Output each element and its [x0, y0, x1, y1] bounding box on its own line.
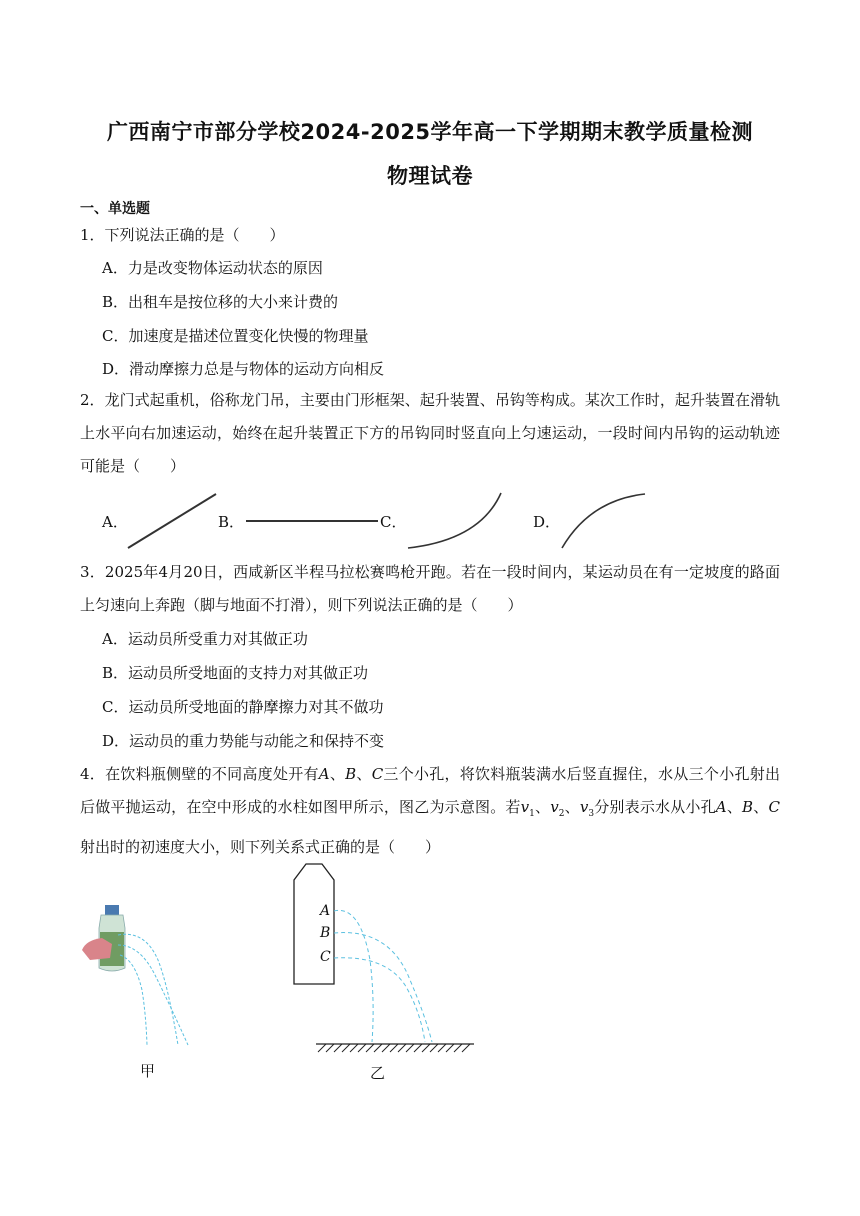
q4-stem: 4．在饮料瓶侧壁的不同高度处开有A、B、C三个小孔，将饮料瓶装满水后竖直握住，水从三个小孔射出后做平抛运动，在空中形成的水柱如图甲所示，图乙为示意图。若$v_1$、$v_2$、$v_3$分别表示水从小孔A、B、C射出时的初速度大小，则下列关系式正确的是（ ） [80, 765, 780, 856]
q3-option-d: D．运动员的重力势能与动能之和保持不变 [102, 732, 385, 750]
q4-figure-jia-label: 甲 [140, 1062, 156, 1080]
q4-hole-a-label: A [320, 903, 331, 919]
q4-figure-yi-label: 乙 [370, 1064, 386, 1082]
q3-option-a: A．运动员所受重力对其做正功 [102, 630, 308, 648]
q2-option-b-label: B． [218, 513, 245, 531]
q4-stream-c [334, 958, 425, 1042]
q3-stem: 3．2025年4月20日，西咸新区半程马拉松赛鸣枪开跑。若在一段时间内，某运动员在有一定坡度的路面上匀速向上奔跑（脚与地面不打滑），则下列说法正确的是（ ） [80, 563, 780, 614]
section-heading: 一、单选题 [80, 201, 150, 217]
q1-stem: 1．下列说法正确的是（ ） [80, 226, 285, 244]
q1-option-b: B．出租车是按位移的大小来计费的 [102, 293, 339, 311]
q4-hole-b-label: B [320, 925, 331, 941]
title-line-1: 广西南宁市部分学校2024-2025学年高一下学期期末教学质量检测 [106, 120, 754, 144]
q2-stem: 2．龙门式起重机，俗称龙门吊，主要由门形框架、起升装置、吊钩等构成。某次工作时，起升装置在滑轨上水平向右加速运动，始终在起升装置正下方的吊钩同时竖直向上匀速运动，一段时间内吊钩的运动轨迹可能是（ ） [80, 391, 780, 475]
q3-option-c: C．运动员所受地面的静摩擦力对其不做功 [102, 698, 384, 716]
q1-option-a: A．力是改变物体运动状态的原因 [102, 259, 323, 277]
q4-ground-hatch [318, 1044, 470, 1052]
q4-stream-a [334, 910, 373, 1042]
title-line-2: 物理试卷 [387, 164, 473, 188]
q2-option-d-label: D． [533, 513, 561, 531]
q1-option-c: C．加速度是描述位置变化快慢的物理量 [102, 327, 369, 345]
q2-option-a-label: A． [102, 513, 128, 531]
q3-option-b: B．运动员所受地面的支持力对其做正功 [102, 664, 369, 682]
q1-option-d: D．滑动摩擦力总是与物体的运动方向相反 [102, 360, 385, 378]
q2-option-c-label: C． [380, 513, 407, 531]
q4-bottle-outline [294, 864, 334, 984]
q4-hole-c-label: C [320, 949, 331, 965]
q4-stream-b [334, 933, 432, 1042]
